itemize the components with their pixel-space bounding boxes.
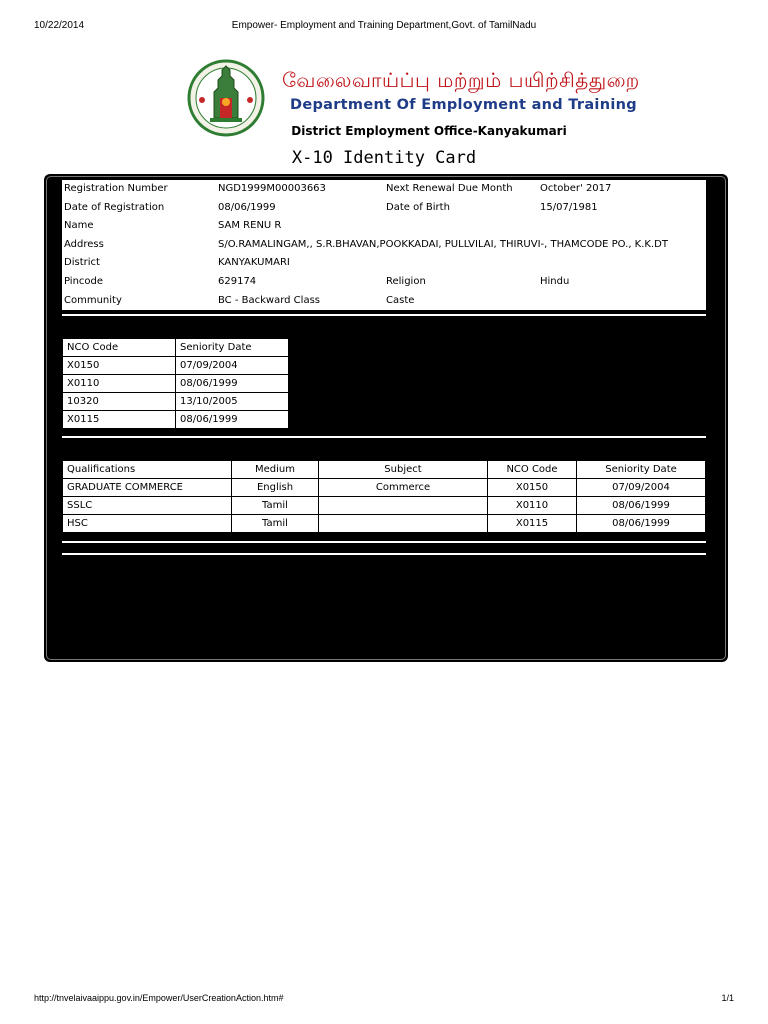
info-row — [62, 236, 706, 255]
table-cell: 08/06/1999 — [577, 515, 706, 533]
office-name: District Employment Office-Kanyakumari — [291, 124, 567, 138]
print-page-title: Empower- Employment and Training Department,Govt. of TamilNadu — [231, 20, 537, 31]
column-header: Qualifications — [63, 461, 232, 479]
table-row — [63, 411, 289, 429]
table-cell: 13/10/2005 — [176, 393, 289, 411]
table-cell: Tamil — [232, 515, 319, 533]
info-value: KANYAKUMARI — [218, 257, 290, 269]
info-value: S/O.RAMALINGAM,, S.R.BHAVAN,POOKKADAI, PULLVILAI, THIRUVI-, THAMCODE PO., K.K.DT — [218, 238, 668, 250]
table-cell: X0110 — [488, 497, 577, 515]
table-cell: 08/06/1999 — [176, 411, 289, 429]
table-cell: SSLC — [63, 497, 232, 515]
table-row — [63, 497, 706, 515]
table-cell: Commerce — [319, 479, 488, 497]
info-value: October' 2017 — [540, 183, 612, 194]
column-header: Seniority Date — [176, 339, 289, 357]
column-header: NCO Code — [63, 339, 176, 357]
table-row — [63, 479, 706, 497]
qualifications-table — [62, 460, 706, 533]
info-label: District — [64, 257, 100, 269]
info-row — [62, 273, 706, 292]
info-row — [62, 217, 706, 236]
info-label: Date of Registration — [64, 201, 165, 213]
info-label: Caste — [386, 294, 415, 306]
info-label: Community — [64, 294, 122, 306]
divider — [62, 436, 706, 438]
table-cell: 08/06/1999 — [176, 375, 289, 393]
column-header: Subject — [319, 461, 488, 479]
table-cell: 07/09/2004 — [176, 357, 289, 375]
info-value: 629174 — [218, 275, 257, 287]
info-value: 08/06/1999 — [218, 201, 276, 213]
info-row — [62, 292, 706, 311]
table-row — [63, 515, 706, 533]
info-label: Name — [64, 220, 94, 232]
info-label: Pincode — [64, 275, 104, 287]
info-value: NGD1999M00003663 — [218, 183, 326, 194]
info-row — [62, 180, 706, 199]
column-header: Medium — [232, 461, 319, 479]
table-cell: 07/09/2004 — [577, 479, 706, 497]
info-label: Religion — [386, 275, 426, 287]
table-header-row — [63, 339, 289, 357]
divider — [62, 541, 706, 543]
table-cell — [319, 515, 488, 533]
department-english-name: Department Of Employment and Training — [290, 97, 637, 113]
info-value: Hindu — [540, 275, 570, 287]
print-date: 10/22/2014 — [34, 20, 85, 31]
card-title: X-10 Identity Card — [291, 148, 477, 168]
column-header: NCO Code — [488, 461, 577, 479]
table-cell: 10320 — [63, 393, 176, 411]
column-header: Seniority Date — [577, 461, 706, 479]
table-cell: 08/06/1999 — [577, 497, 706, 515]
table-cell: Tamil — [232, 497, 319, 515]
department-tamil-name: வேலைவாய்ப்பு மற்றும் பயிற்சித்துறை — [282, 68, 640, 92]
info-label: Date of Birth — [386, 201, 450, 213]
registration-info — [62, 180, 706, 310]
table-header-row — [63, 461, 706, 479]
footer-url: http://tnvelaivaaippu.gov.in/Empower/UserCreationAction.htm# — [34, 993, 284, 1003]
table-row — [63, 375, 289, 393]
table-cell: HSC — [63, 515, 232, 533]
table-cell: X0150 — [488, 479, 577, 497]
table-cell: English — [232, 479, 319, 497]
info-value: 15/07/1981 — [540, 201, 598, 213]
table-cell: X0150 — [63, 357, 176, 375]
table-cell: X0110 — [63, 375, 176, 393]
table-row — [63, 393, 289, 411]
divider — [62, 314, 706, 316]
info-row — [62, 254, 706, 273]
divider — [62, 553, 706, 555]
table-row — [63, 357, 289, 375]
info-label: Next Renewal Due Month — [386, 183, 513, 194]
footer-page-number: 1/1 — [721, 993, 734, 1003]
info-row — [62, 199, 706, 218]
table-cell: GRADUATE COMMERCE — [63, 479, 232, 497]
info-value: SAM RENU R — [218, 220, 282, 232]
table-cell — [319, 497, 488, 515]
info-label: Registration Number — [64, 183, 168, 194]
table-cell: X0115 — [63, 411, 176, 429]
table-cell: X0115 — [488, 515, 577, 533]
nco-code-table — [62, 338, 289, 429]
info-value: BC - Backward Class — [218, 294, 320, 306]
info-label: Address — [64, 238, 104, 250]
